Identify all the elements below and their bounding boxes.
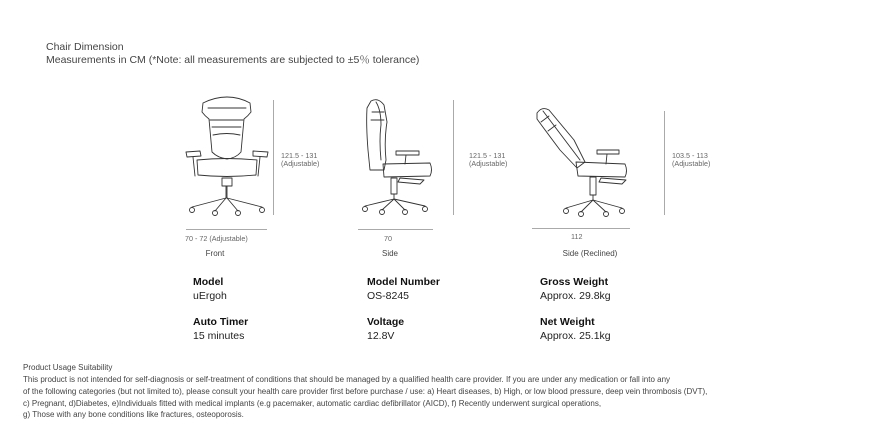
- reclined-height-value: 103.5 - 113: [672, 151, 708, 160]
- side-height-note: (Adjustable): [469, 159, 508, 168]
- front-height-value: 121.5 - 131: [281, 151, 318, 160]
- usage-suitability-title: Product Usage Suitability: [23, 363, 113, 372]
- side-width-value: 70: [384, 234, 392, 243]
- spec-voltage-value: 12.8V: [367, 330, 395, 342]
- spec-net-weight-value: Approx. 25.1kg: [540, 330, 611, 342]
- reclined-width-line: [532, 228, 630, 229]
- side-view-label: Side: [381, 249, 398, 258]
- usage-suitability-text: This product is not intended for self-diagnosis or self-treatment of conditions that should be managed by a qualified health care provider. If you are under any medication or fall into any of the following categories (but not limited to), please consult your health care provider first before purchase / use: a) Heart diseases, b) High, or low blood pressure, deep vein thrombosis (DVT), c) Pregnant, d)Diabetes, e)Individuals fitted with medical implants (e.g pacemaker, automatic cardiac defibrillator (AICD), f) Recently underwent surgical operations, g) Those with any bone conditions like fractures, osteoporosis.: [23, 375, 708, 420]
- reclined-height-note: (Adjustable): [672, 159, 711, 168]
- spec-model-number-label: Model Number: [367, 276, 440, 288]
- side-height-value: 121.5 - 131: [469, 151, 506, 160]
- spec-voltage-label: Voltage: [367, 316, 405, 328]
- spec-net-weight-label: Net Weight: [540, 316, 595, 328]
- front-view-label: Front: [205, 249, 225, 258]
- spec-gross-weight-value: Approx. 29.8kg: [540, 290, 611, 302]
- reclined-width-value: 112: [571, 232, 583, 241]
- spec-auto-timer-value: 15 minutes: [193, 330, 245, 342]
- spec-auto-timer-label: Auto Timer: [193, 316, 249, 328]
- measurement-note: Measurements in CM (*Note: all measurements are subjected to ±5％ tolerance): [46, 54, 420, 66]
- spec-gross-weight-label: Gross Weight: [540, 276, 609, 288]
- front-height-note: (Adjustable): [281, 159, 320, 168]
- spec-model-value: uErgoh: [193, 290, 227, 302]
- front-width-value: 70 - 72 (Adjustable): [185, 234, 248, 243]
- spec-model-label: Model: [193, 276, 224, 288]
- reclined-view-label: Side (Reclined): [562, 249, 618, 258]
- spec-model-number-value: OS-8245: [367, 290, 410, 302]
- page-title: Chair Dimension: [46, 41, 124, 53]
- reclined-height-line: [664, 111, 665, 215]
